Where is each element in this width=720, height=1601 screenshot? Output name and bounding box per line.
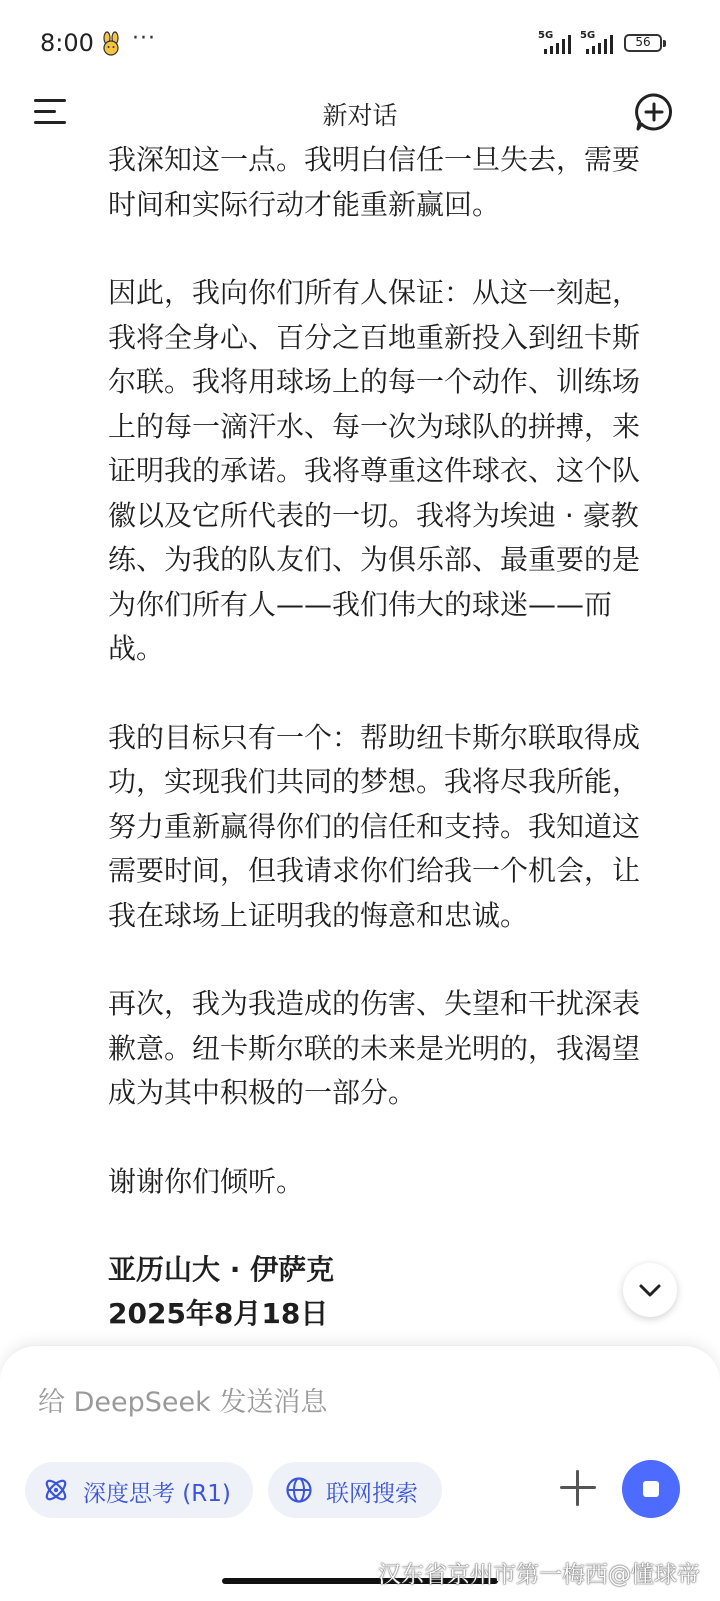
- message-paragraph: [108, 138, 678, 227]
- paragraph-line: 证明我的承诺。我将尊重这件球衣、这个队: [108, 454, 641, 487]
- paragraph-line: 成为其中积极的一部分。: [108, 1076, 417, 1109]
- bunny-notification-icon: [98, 31, 124, 57]
- web-search-label: 联网搜索: [326, 1481, 418, 1507]
- message-paragraph: [108, 1160, 678, 1205]
- paragraph-line: 练、为我的队友们、为俱乐部、最重要的是: [108, 543, 641, 576]
- paragraph-line: 尔联。我将用球场上的每一个动作、训练场: [108, 365, 641, 398]
- signal-icon-1: 5G: [536, 34, 576, 54]
- atom-icon: [42, 1476, 70, 1504]
- message-input[interactable]: 给 DeepSeek 发送消息: [38, 1387, 328, 1418]
- plus-icon[interactable]: [560, 1470, 596, 1506]
- paragraph-line: 时间和实际行动才能重新赢回。: [108, 187, 501, 221]
- paragraph-line: 我将全身心、百分之百地重新投入到纽卡斯: [108, 320, 641, 354]
- signature-name: 亚历山大 · 伊萨克: [108, 1253, 335, 1286]
- paragraph-line: 我在球场上证明我的悔意和忠诚。: [108, 898, 529, 932]
- paragraph-line: 功，实现我们共同的梦想。我将尽我所能，: [108, 765, 641, 798]
- top-bar: [0, 90, 720, 140]
- new-chat-icon[interactable]: [634, 92, 674, 132]
- battery-level: 56: [635, 35, 651, 49]
- stop-icon: [643, 1481, 659, 1497]
- page-title: 新对话: [322, 101, 398, 130]
- paragraph-line: 因此，我向你们所有人保证：从这一刻起，: [108, 276, 641, 309]
- paragraph-line: 我深知这一点。我明白信任一旦失去，需要: [108, 143, 641, 176]
- paragraph-line: 为你们所有人——我们伟大的球迷——而: [108, 587, 613, 621]
- signal-icon-2: 5G: [578, 34, 618, 54]
- signature-date: 2025年8月18日: [108, 1297, 329, 1330]
- chevron-down-icon: [638, 1279, 662, 1301]
- globe-icon: [285, 1476, 313, 1504]
- signature: [108, 1248, 678, 1336]
- web-search-toggle[interactable]: [268, 1462, 442, 1518]
- message-paragraph: [108, 982, 678, 1116]
- message-paragraph: [108, 271, 678, 672]
- paragraph-line: 需要时间，但我请求你们给我一个机会，让: [108, 854, 641, 887]
- deep-think-toggle[interactable]: [25, 1462, 253, 1518]
- watermark: 汉东省京州市第一梅西@懂球帝: [378, 1562, 700, 1588]
- paragraph-line: 战。: [108, 632, 165, 665]
- message-paragraph: [108, 716, 678, 939]
- battery-cap: [663, 40, 666, 47]
- assistant-message: [108, 138, 678, 1350]
- paragraph-line: 努力重新赢得你们的信任和支持。我知道这: [108, 809, 641, 843]
- paragraph-line: 上的每一滴汗水、每一次为球队的拼搏，来: [108, 409, 641, 443]
- paragraph-line: 我的目标只有一个：帮助纽卡斯尔联取得成: [108, 720, 641, 754]
- stop-button[interactable]: [622, 1460, 680, 1518]
- paragraph-line: 歉意。纽卡斯尔联的未来是光明的，我渴望: [108, 1031, 641, 1065]
- status-more-icon: ···: [132, 26, 156, 51]
- paragraph-line: 再次，我为我造成的伤害、失望和干扰深表: [108, 987, 641, 1020]
- scroll-down-button[interactable]: [623, 1263, 677, 1317]
- status-time: 8:00: [40, 29, 94, 57]
- paragraph-line: 谢谢你们倾听。: [108, 1164, 305, 1198]
- status-bar: [0, 0, 720, 90]
- chat-content[interactable]: [0, 90, 720, 1350]
- paragraph-line: 徽以及它所代表的一切。我将为埃迪 · 豪教: [108, 498, 639, 532]
- deep-think-label: 深度思考 (R1): [83, 1481, 231, 1507]
- battery-icon: [624, 34, 662, 52]
